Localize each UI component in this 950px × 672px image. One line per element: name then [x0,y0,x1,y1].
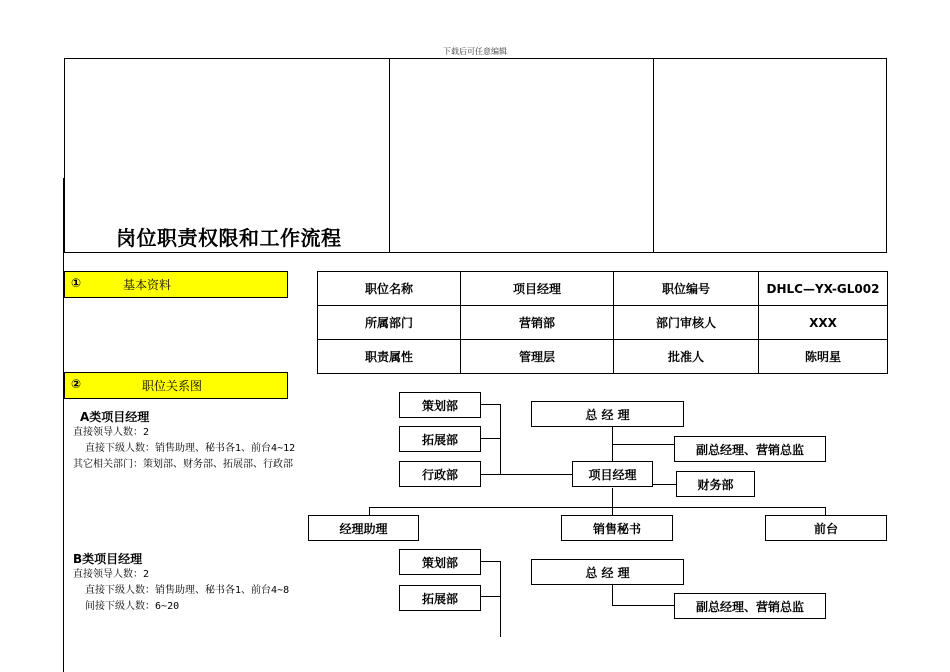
connector-line [480,596,500,597]
general-manager-box: 总 经 理 [531,401,684,427]
frame-divider [389,58,390,253]
connector-line [480,438,500,439]
connector-line [612,444,674,445]
reception-box: 前台 [765,515,887,541]
description-line: 其它相关部门：策划部、财务部、拓展部、行政部 [73,459,293,470]
connector-line [825,507,826,515]
description-line: 间接下级人数：6~20 [73,601,180,612]
connector-line [500,404,501,475]
section-number: ① [71,276,82,290]
basic-info-table [317,271,888,374]
connector-line [612,585,613,606]
table-cell: 职位名称 [318,272,461,306]
connector-line [369,507,370,515]
section-number: ② [71,377,82,391]
table-cell: 职责属性 [318,340,461,374]
document-title: 岗位职责权限和工作流程 [116,226,342,250]
description-line: 直接下级人数：销售助理、秘书各1、前台4~12 [73,443,296,454]
table-cell: 管理层 [461,340,614,374]
table-cell: 所属部门 [318,306,461,340]
type-b-description [73,567,289,615]
dept-cehua-box: 策划部 [399,392,481,418]
table-cell: 营销部 [461,306,614,340]
table-cell: 部门审核人 [614,306,759,340]
section-relationship-header [64,372,288,399]
description-line: 直接领导人数：2 [73,427,150,438]
table-cell: 批准人 [614,340,759,374]
table-cell: 陈明星 [759,340,888,374]
table-row [318,272,888,306]
table-cell: 职位编号 [614,272,759,306]
vice-president-box: 副总经理、营销总监 [674,436,826,462]
type-a-description [73,425,295,473]
finance-dept-box: 财务部 [676,471,755,497]
table-row [318,306,888,340]
section-label: 职位关系图 [142,379,203,393]
project-manager-box: 项目经理 [572,461,653,487]
description-line: 直接领导人数：2 [73,569,150,580]
connector-line [612,488,613,508]
section-label: 基本资料 [123,278,172,292]
dept-tuozhan-box: 拓展部 [399,585,481,611]
table-row [318,340,888,374]
connector-line [652,484,676,485]
dept-xingzheng-box: 行政部 [399,461,481,487]
connector-line [480,404,500,405]
left-margin-line [63,178,64,672]
dept-tuozhan-box: 拓展部 [399,426,481,452]
header-note: 下载后可任意编辑 [443,47,507,56]
type-a-title: A类项目经理 [80,410,150,424]
section-basic-info-header [64,271,288,298]
frame-divider [653,58,654,253]
connector-line [369,507,825,508]
table-cell: 项目经理 [461,272,614,306]
table-cell: DHLC—YX-GL002 [759,272,888,306]
table-cell: XXX [759,306,888,340]
description-line: 直接下级人数：销售助理、秘书各1、前台4~8 [73,585,290,596]
connector-line [612,507,613,515]
general-manager-box: 总 经 理 [531,559,684,585]
connector-line [612,605,674,606]
connector-line [480,561,500,562]
connector-line [480,474,572,475]
connector-line [500,561,501,637]
sales-secretary-box: 销售秘书 [561,515,673,541]
dept-cehua-box: 策划部 [399,549,481,575]
type-b-title: B类项目经理 [73,552,143,566]
vice-president-box: 副总经理、营销总监 [674,593,826,619]
manager-assistant-box: 经理助理 [308,515,419,541]
